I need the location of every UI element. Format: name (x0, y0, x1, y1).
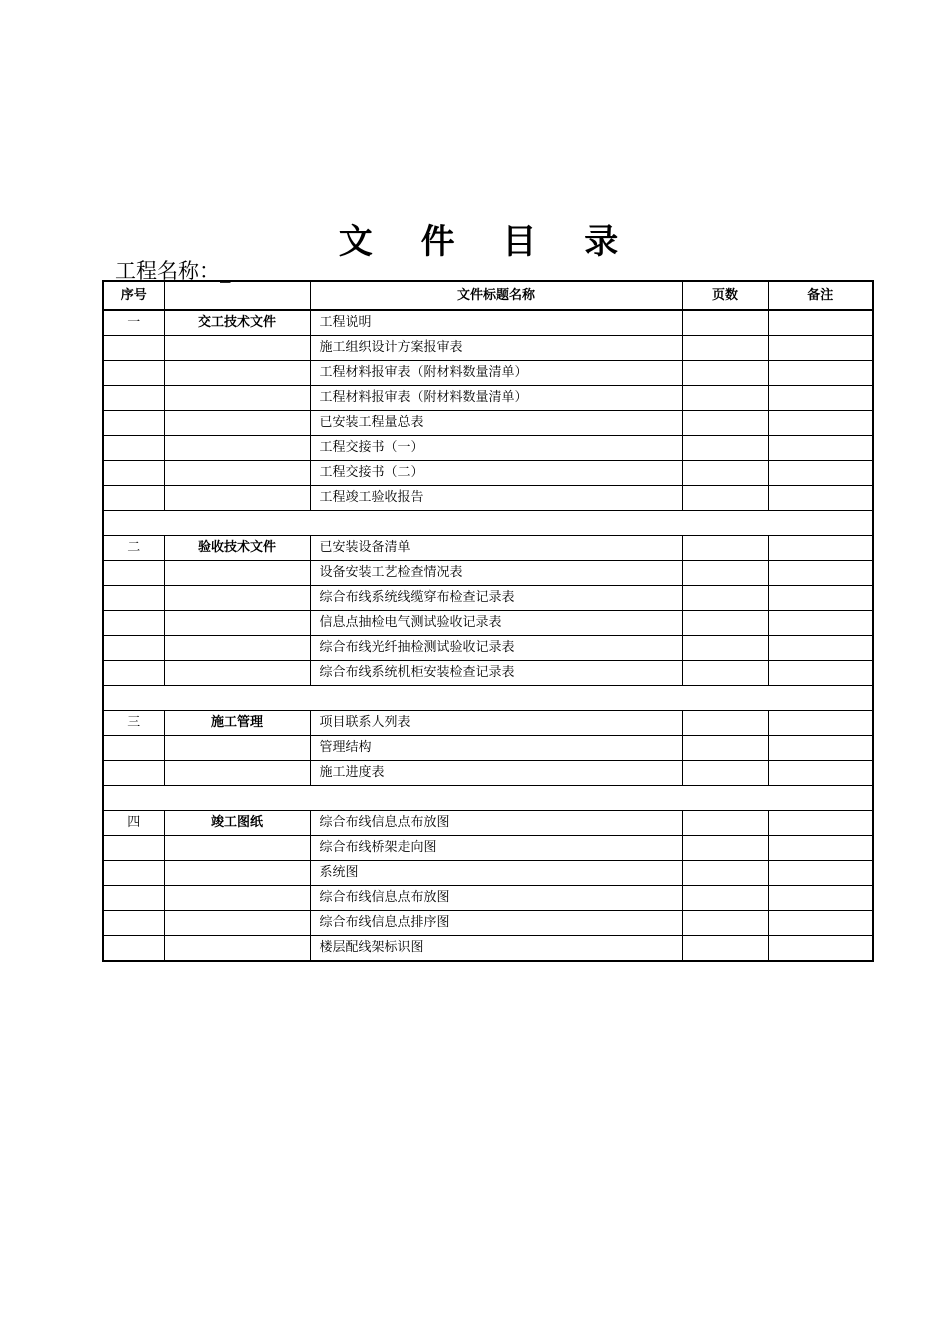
table-row (103, 711, 873, 736)
row-doc-title-cell: 工程交接书（一） (310, 436, 682, 461)
row-number-cell (103, 461, 164, 486)
table-row (103, 911, 873, 936)
row-remarks-cell (768, 836, 873, 861)
row-doc-title-cell: 综合布线信息点布放图 (310, 811, 682, 836)
row-category-cell (164, 586, 310, 611)
row-category-cell (164, 611, 310, 636)
table-row (103, 361, 873, 386)
section-spacer-row (103, 786, 873, 811)
table-row (103, 811, 873, 836)
row-doc-title-cell: 综合布线信息点布放图 (310, 886, 682, 911)
row-number-cell: 三 (103, 711, 164, 736)
row-remarks-cell (768, 936, 873, 962)
row-remarks-cell (768, 361, 873, 386)
row-remarks-cell (768, 536, 873, 561)
table-row (103, 736, 873, 761)
row-number-cell (103, 636, 164, 661)
row-doc-title-cell: 信息点抽检电气测试验收记录表 (310, 611, 682, 636)
row-category-cell (164, 636, 310, 661)
row-doc-title-cell: 施工进度表 (310, 761, 682, 786)
table-row (103, 386, 873, 411)
row-pages-cell (682, 811, 768, 836)
header-remarks: 备注 (768, 281, 873, 310)
row-number-cell (103, 736, 164, 761)
document-index-table (102, 280, 874, 962)
row-remarks-cell (768, 611, 873, 636)
row-doc-title-cell: 项目联系人列表 (310, 711, 682, 736)
table-row (103, 486, 873, 511)
table-row (103, 436, 873, 461)
row-number-cell (103, 436, 164, 461)
row-remarks-cell (768, 911, 873, 936)
table-row (103, 761, 873, 786)
row-pages-cell (682, 486, 768, 511)
row-number-cell (103, 886, 164, 911)
row-category-cell (164, 861, 310, 886)
row-remarks-cell (768, 411, 873, 436)
row-doc-title-cell: 综合布线系统机柜安装检查记录表 (310, 661, 682, 686)
row-category-cell (164, 436, 310, 461)
row-remarks-cell (768, 861, 873, 886)
row-number-cell (103, 836, 164, 861)
row-category-cell (164, 886, 310, 911)
row-number-cell (103, 761, 164, 786)
row-number-cell (103, 611, 164, 636)
row-pages-cell (682, 436, 768, 461)
row-remarks-cell (768, 761, 873, 786)
row-remarks-cell (768, 661, 873, 686)
row-doc-title-cell: 综合布线信息点排序图 (310, 911, 682, 936)
row-number-cell (103, 561, 164, 586)
row-remarks-cell (768, 436, 873, 461)
section-spacer-cell (103, 786, 873, 811)
row-pages-cell (682, 886, 768, 911)
row-remarks-cell (768, 636, 873, 661)
row-category-cell (164, 936, 310, 962)
row-category-cell (164, 736, 310, 761)
row-pages-cell (682, 611, 768, 636)
table-row (103, 936, 873, 962)
row-remarks-cell (768, 336, 873, 361)
row-category-cell (164, 561, 310, 586)
row-number-cell (103, 661, 164, 686)
table-row (103, 586, 873, 611)
row-pages-cell (682, 310, 768, 336)
row-remarks-cell (768, 386, 873, 411)
table-row (103, 336, 873, 361)
row-doc-title-cell: 设备安装工艺检查情况表 (310, 561, 682, 586)
row-doc-title-cell: 已安装工程量总表 (310, 411, 682, 436)
page-title: 文 件 目 录 (338, 222, 637, 262)
row-category-cell: 验收技术文件 (164, 536, 310, 561)
table-header-row (103, 281, 873, 310)
row-pages-cell (682, 461, 768, 486)
row-pages-cell (682, 936, 768, 962)
header-pages: 页数 (682, 281, 768, 310)
row-remarks-cell (768, 886, 873, 911)
table-row (103, 636, 873, 661)
row-number-cell: 一 (103, 310, 164, 336)
table-row (103, 861, 873, 886)
row-remarks-cell (768, 310, 873, 336)
row-pages-cell (682, 836, 768, 861)
row-doc-title-cell: 工程交接书（二） (310, 461, 682, 486)
header-doc-title: 文件标题名称 (310, 281, 682, 310)
row-doc-title-cell: 施工组织设计方案报审表 (310, 336, 682, 361)
table-row (103, 310, 873, 336)
row-pages-cell (682, 636, 768, 661)
row-pages-cell (682, 361, 768, 386)
row-remarks-cell (768, 811, 873, 836)
row-remarks-cell (768, 486, 873, 511)
row-number-cell (103, 336, 164, 361)
row-number-cell (103, 911, 164, 936)
row-remarks-cell (768, 586, 873, 611)
row-doc-title-cell: 工程材料报审表（附材料数量清单） (310, 386, 682, 411)
row-doc-title-cell: 综合布线桥架走向图 (310, 836, 682, 861)
row-pages-cell (682, 661, 768, 686)
table-row (103, 536, 873, 561)
row-pages-cell (682, 386, 768, 411)
header-category (164, 281, 310, 310)
row-number-cell (103, 936, 164, 962)
row-category-cell (164, 336, 310, 361)
row-pages-cell (682, 861, 768, 886)
row-doc-title-cell: 已安装设备清单 (310, 536, 682, 561)
header-no: 序号 (103, 281, 164, 310)
table-row (103, 611, 873, 636)
section-spacer-cell (103, 511, 873, 536)
row-pages-cell (682, 711, 768, 736)
row-number-cell: 四 (103, 811, 164, 836)
row-category-cell (164, 761, 310, 786)
section-spacer-cell (103, 686, 873, 711)
row-number-cell (103, 361, 164, 386)
row-doc-title-cell: 系统图 (310, 861, 682, 886)
row-category-cell: 竣工图纸 (164, 811, 310, 836)
table-row (103, 661, 873, 686)
row-number-cell: 二 (103, 536, 164, 561)
table-row (103, 411, 873, 436)
row-remarks-cell (768, 711, 873, 736)
row-pages-cell (682, 411, 768, 436)
row-category-cell (164, 661, 310, 686)
row-category-cell (164, 461, 310, 486)
row-pages-cell (682, 586, 768, 611)
row-doc-title-cell: 工程说明 (310, 310, 682, 336)
row-category-cell (164, 486, 310, 511)
section-spacer-row (103, 511, 873, 536)
row-doc-title-cell: 楼层配线架标识图 (310, 936, 682, 962)
table-row (103, 886, 873, 911)
row-remarks-cell (768, 561, 873, 586)
table-row (103, 461, 873, 486)
row-category-cell (164, 836, 310, 861)
row-category-cell (164, 386, 310, 411)
row-category-cell (164, 911, 310, 936)
row-doc-title-cell: 工程竣工验收报告 (310, 486, 682, 511)
table-body (103, 310, 873, 961)
row-number-cell (103, 411, 164, 436)
section-spacer-row (103, 686, 873, 711)
row-pages-cell (682, 736, 768, 761)
row-pages-cell (682, 536, 768, 561)
row-doc-title-cell: 工程材料报审表（附材料数量清单） (310, 361, 682, 386)
row-category-cell: 施工管理 (164, 711, 310, 736)
row-remarks-cell (768, 736, 873, 761)
row-category-cell: 交工技术文件 (164, 310, 310, 336)
row-number-cell (103, 386, 164, 411)
row-doc-title-cell: 管理结构 (310, 736, 682, 761)
row-pages-cell (682, 761, 768, 786)
row-pages-cell (682, 561, 768, 586)
row-number-cell (103, 586, 164, 611)
table-row (103, 561, 873, 586)
row-doc-title-cell: 综合布线系统线缆穿布检查记录表 (310, 586, 682, 611)
row-doc-title-cell: 综合布线光纤抽检测试验收记录表 (310, 636, 682, 661)
row-pages-cell (682, 336, 768, 361)
row-number-cell (103, 861, 164, 886)
row-pages-cell (682, 911, 768, 936)
row-category-cell (164, 411, 310, 436)
row-number-cell (103, 486, 164, 511)
row-remarks-cell (768, 461, 873, 486)
table-row (103, 836, 873, 861)
project-name-label: 工程名称：_ (115, 259, 231, 283)
row-category-cell (164, 361, 310, 386)
